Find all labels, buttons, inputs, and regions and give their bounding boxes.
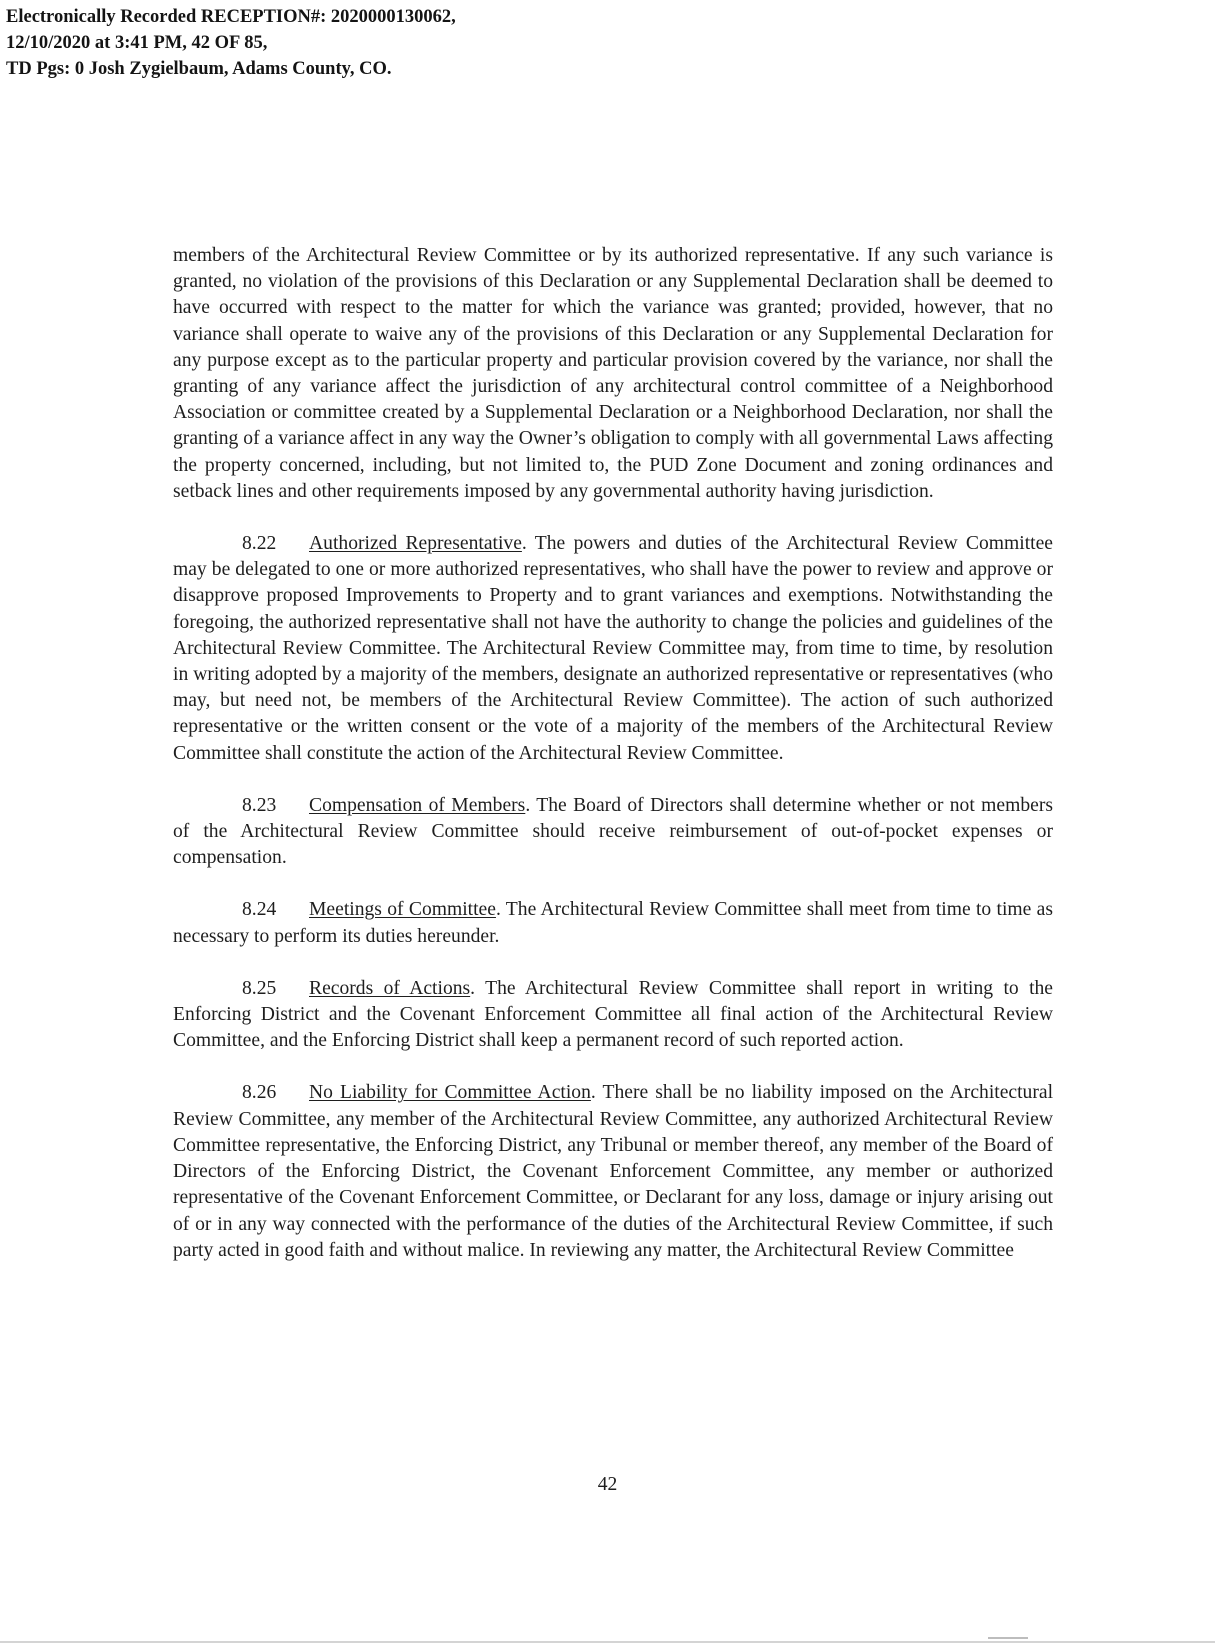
section-title: Records of Actions xyxy=(309,977,471,999)
section-text: . The Board of Directors shall determine whether or not members of the Architectural Review Committee should receive reimbursement of out-of-pocket expenses or compensation. xyxy=(173,794,1053,869)
section-text: . The powers and duties of the Architectural Review Committee may be delegated to one or more authorized representatives, who shall have the power to review and approve or disapprove proposed Improvements to Property and to grant variances and exemptions. Notwithstanding the foregoing, the authorized representative shall not have the authority to change the policies and guidelines of the Architectural Review Committee. The Architectural Review Committee may, from time to time, by resolution in writing adopted by a majority of the members, designate an authorized representative or representatives (who may, but need not, be members of the Architectural Review Committee). The action of such authorized representative or the written consent or the vote of a majority of the members of the Architectural Review Committee shall constitute the action of the Architectural Review Committee. xyxy=(173,533,1054,764)
section-number: 8.23 xyxy=(242,794,277,816)
section-title: No Liability for Committee Action xyxy=(309,1082,591,1104)
section-8-24 xyxy=(173,897,1053,949)
document-body xyxy=(173,243,1053,1264)
section-text: . There shall be no liability imposed on the Architectural Review Committee, any member of the Architectural Review Committee, any authorized Architectural Review Committee representative, the Enforcing District, any Tribunal or member thereof, any member of the Board of Directors of the Enforcing District, the Covenant Enforcement Committee, any member or authorized representative of the Covenant Enforcement Committee, or Declarant for any loss, damage or injury arising out of or in any way connected with the performance of the duties of the Architectural Review Committee, if such party acted in good faith and without malice. In reviewing any matter, the Architectural Review Committee xyxy=(173,1082,1054,1261)
section-8-25 xyxy=(173,976,1053,1055)
section-title: Authorized Representative xyxy=(309,533,522,555)
stamp-line-reception: Electronically Recorded RECEPTION#: 2020000130062, xyxy=(6,7,456,27)
continuation-paragraph: members of the Architectural Review Committee or by its authorized representative. If any such variance is granted, no violation of the provisions of this Declaration or any Supplemental Declaration shall be deemed to have occurred with respect to the matter for which the variance was granted; provided, however, that no variance shall operate to waive any of the provisions of this Declaration or any Supplemental Declaration for any purpose except as to the particular property and particular provision covered by the variance, nor shall the granting of any variance affect the jurisdiction of any architectural control committee of a Neighborhood Association or committee created by a Supplemental Declaration or a Neighborhood Declaration, nor shall the granting of a variance affect in any way the Owner’s obligation to comply with all governmental Laws affecting the property concerned, including, but not limited to, the PUD Zone Document and zoning ordinances and setback lines and other requirements imposed by any governmental authority having jurisdiction. xyxy=(173,245,1053,502)
section-text: . The Architectural Review Committee shall report in writing to the Enforcing District and the Covenant Enforcement Committee all final action of the Architectural Review Committee, and the Enforcing District shall keep a permanent record of such reported action. xyxy=(173,977,1054,1052)
section-8-22 xyxy=(173,531,1053,767)
section-text: . The Architectural Review Committee shall meet from time to time as necessary to perform its duties hereunder. xyxy=(173,899,1053,947)
section-title: Meetings of Committee xyxy=(309,899,496,921)
section-8-26 xyxy=(173,1080,1053,1263)
section-8-23 xyxy=(173,793,1053,872)
page-number: 42 xyxy=(597,1474,618,1495)
stamp-line-county: TD Pgs: 0 Josh Zygielbaum, Adams County, CO. xyxy=(6,59,392,79)
section-number: 8.25 xyxy=(242,977,277,999)
section-title: Compensation of Members xyxy=(309,794,526,816)
section-number: 8.26 xyxy=(242,1082,277,1104)
recording-stamp xyxy=(6,4,456,82)
stamp-line-datetime: 12/10/2020 at 3:41 PM, 42 OF 85, xyxy=(6,33,268,53)
scan-edge-rule xyxy=(0,1641,1215,1643)
section-number: 8.22 xyxy=(242,533,277,555)
scan-edge-mark xyxy=(988,1637,1028,1639)
section-number: 8.24 xyxy=(242,899,277,921)
